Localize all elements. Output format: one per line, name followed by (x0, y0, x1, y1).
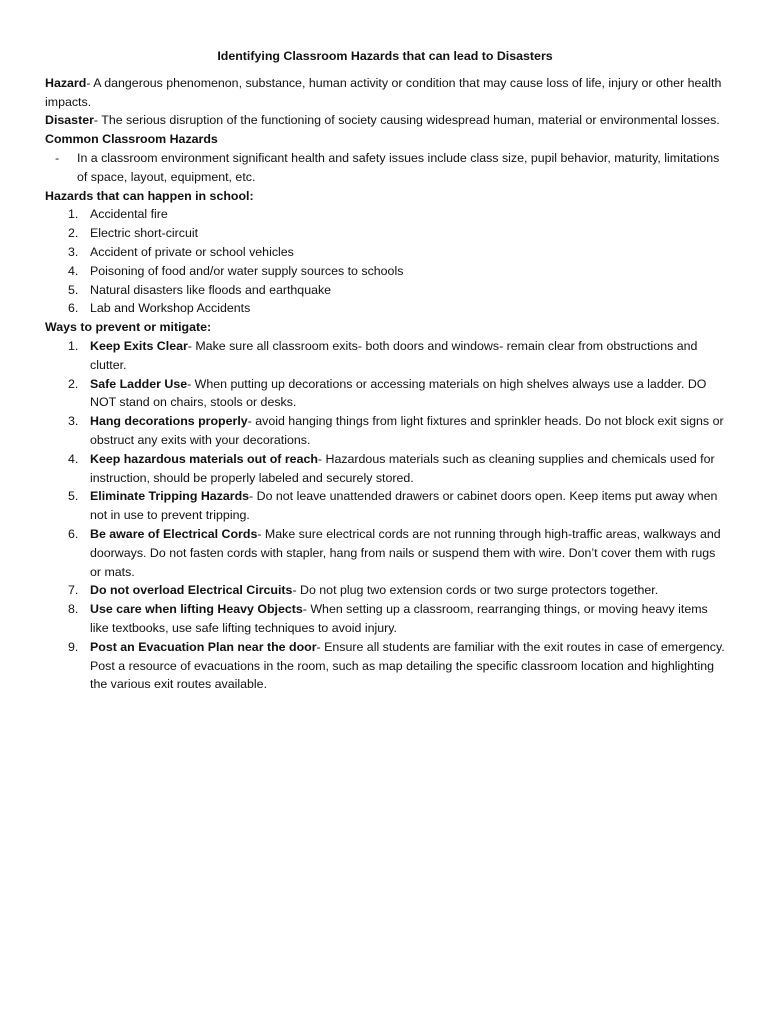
prevention-list (45, 337, 725, 694)
school-hazards-heading: Hazards that can happen in school: (45, 188, 254, 203)
definition-disaster (45, 111, 725, 130)
list-item (45, 581, 725, 600)
list-item-text: - When setting up a classroom, rearranging things, or moving heavy items like textbooks, use safe lifting techniques to avoid injury. (90, 602, 708, 635)
definition-text: - The serious disruption of the functioning of society causing widespread human, material or environmental losses. (93, 113, 720, 128)
list-number: 4. (68, 451, 79, 466)
list-item (45, 281, 725, 300)
list-item-lead: Hang decorations properly (90, 414, 248, 429)
list-item (45, 450, 725, 488)
list-number: 7. (68, 583, 79, 598)
document-content (45, 47, 725, 694)
list-number: 3. (68, 244, 79, 259)
list-item (45, 638, 725, 694)
school-hazards-list (45, 205, 725, 318)
list-item (45, 262, 725, 281)
list-item (45, 375, 725, 413)
list-item-text: Poisoning of food and/or water supply sources to schools (90, 263, 404, 278)
list-number: 4. (68, 263, 79, 278)
definition-term: Hazard (45, 75, 87, 90)
list-item (45, 525, 725, 581)
list-number: 1. (68, 338, 79, 353)
list-number: 2. (68, 226, 79, 241)
list-item (45, 487, 725, 525)
list-item-text: Lab and Workshop Accidents (90, 301, 251, 316)
list-item-lead: Safe Ladder Use (90, 376, 188, 391)
list-number: 8. (68, 602, 79, 617)
list-item-lead: Use care when lifting Heavy Objects (90, 602, 303, 617)
dash-bullet: - (55, 150, 60, 165)
definition-term: Disaster (45, 113, 94, 128)
list-number: 5. (68, 489, 79, 504)
document-title: Identifying Classroom Hazards that can lead to Disasters (217, 49, 553, 63)
list-item-text: - avoid hanging things from light fixtures and sprinkler heads. Do not block exit signs or obstruct any exits with your decorations. (90, 414, 724, 447)
list-item (45, 149, 725, 187)
list-number: 3. (68, 414, 79, 429)
list-item-text: Natural disasters like floods and earthquake (90, 282, 332, 297)
list-item-lead: Do not overload Electrical Circuits (90, 583, 293, 598)
list-number: 6. (68, 526, 79, 541)
list-item-text: - Ensure all students are familiar with the exit routes in case of emergency. Post a resource of evacuations in the room, such as map detailing the specific classroom location and highlighting the various exit routes available. (90, 639, 725, 692)
list-item-text: - Do not plug two extension cords or two surge protectors together. (292, 583, 659, 598)
definition-text: - A dangerous phenomenon, substance, human activity or condition that may cause loss of life, injury or other health impacts. (45, 75, 722, 109)
list-item-text: - When putting up decorations or accessing materials on high shelves always use a ladder. DO NOT stand on chairs, stools or desks. (90, 376, 707, 410)
list-item-text: Accident of private or school vehicles (90, 244, 294, 259)
list-item-lead: Be aware of Electrical Cords (90, 526, 258, 541)
list-item (45, 299, 725, 318)
common-hazards-heading: Common Classroom Hazards (45, 132, 218, 147)
list-item-lead: Keep hazardous materials out of reach (90, 451, 318, 466)
list-number: 9. (68, 639, 79, 654)
list-item (45, 243, 725, 262)
list-item-lead: Post an Evacuation Plan near the door (90, 639, 317, 654)
list-item-text: - Make sure all classroom exits- both doors and windows- remain clear from obstructions and clutter. (90, 338, 698, 372)
list-item-lead: Eliminate Tripping Hazards (90, 489, 250, 504)
list-number: 1. (68, 207, 79, 222)
common-hazards-list (45, 149, 725, 187)
list-item-text: - Do not leave unattended drawers or cabinet doors open. Keep items put away when not in use to prevent tripping. (90, 489, 718, 523)
list-item (45, 600, 725, 638)
list-item-lead: Keep Exits Clear (90, 338, 188, 353)
list-item-text: Accidental fire (90, 207, 168, 222)
prevention-heading: Ways to prevent or mitigate: (45, 320, 212, 335)
list-number: 5. (68, 282, 79, 297)
list-item-text: Electric short-circuit (90, 226, 199, 241)
list-item-text: - Make sure electrical cords are not running through high-traffic areas, walkways and doorways. Do not fasten cords with stapler, hang from nails or suspend them with wire. Don’t cover them with rugs or mats. (90, 526, 721, 579)
list-number: 2. (68, 376, 79, 391)
list-item (45, 224, 725, 243)
list-item (45, 205, 725, 224)
list-number: 6. (68, 301, 79, 316)
list-item-text: In a classroom environment significant health and safety issues include class size, pupil behavior, maturity, limitations of space, layout, equipment, etc. (77, 150, 720, 184)
list-item (45, 412, 725, 450)
definition-hazard (45, 74, 725, 112)
list-item-text: - Hazardous materials such as cleaning supplies and chemicals used for instruction, should be properly labeled and securely stored. (90, 451, 715, 485)
list-item (45, 337, 725, 375)
